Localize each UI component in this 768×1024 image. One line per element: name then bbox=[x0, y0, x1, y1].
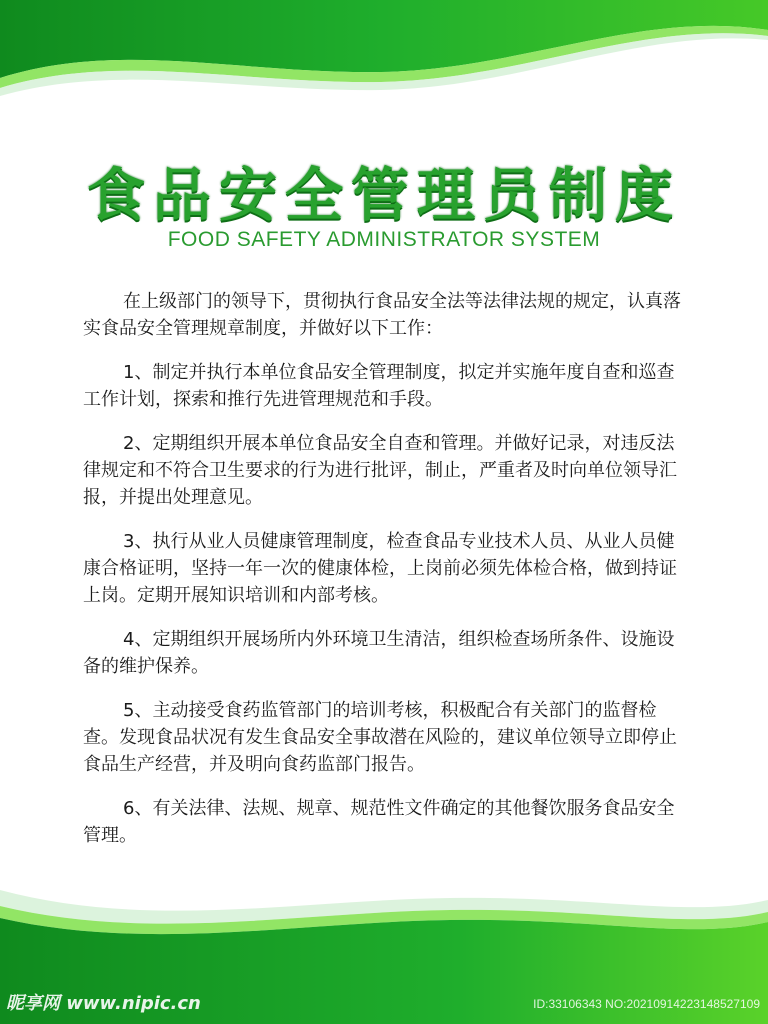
paragraph-item-3: 3、执行从业人员健康管理制度，检查食品专业技术人员、从业人员健康合格证明，坚持一年一次的健康体检，上岗前必须先体检合格，做到持证上岗。定期开展知识培训和内部考核。 bbox=[83, 531, 677, 606]
nipic-logo-watermark: 昵享网 www.nipic.cn bbox=[6, 993, 201, 1014]
image-id-watermark: ID:33106343 NO:20210914223148527109 bbox=[533, 997, 760, 1011]
paragraph-item-6: 6、有关法律、法规、规章、规范性文件确定的其他餐饮服务食品安全管理。 bbox=[83, 798, 675, 846]
page-subtitle-english: FOOD SAFETY ADMINISTRATOR SYSTEM bbox=[167, 228, 601, 251]
page-title: 食品安全管理员制度 bbox=[86, 161, 681, 229]
paragraph-item-1: 1、制定并执行本单位食品安全管理制度，拟定并实施年度自查和巡查工作计划，探索和推行先进管理规范和手段。 bbox=[83, 362, 675, 410]
paragraph-item-4: 4、定期组织开展场所内外环境卫生清洁，组织检查场所条件、设施设备的维护保养。 bbox=[83, 629, 675, 677]
top-green-wave bbox=[0, 0, 768, 110]
paragraph-item-5: 5、主动接受食药监管部门的培训考核，积极配合有关部门的监督检查。发现食品状况有发生食品安全事故潜在风险的，建议单位领导立即停止食品生产经营，并及明向食药监部门报告。 bbox=[83, 700, 677, 775]
policy-body bbox=[83, 288, 683, 866]
paragraph-item-2: 2、定期组织开展本单位食品安全自查和管理。并做好记录，对违反法律规定和不符合卫生要求的行为进行批评，制止，严重者及时向单位领导汇报，并提出处理意见。 bbox=[83, 433, 677, 508]
paragraph-intro: 在上级部门的领导下，贯彻执行食品安全法等法律法规的规定，认真落实食品安全管理规章制度，并做好以下工作： bbox=[83, 291, 681, 339]
